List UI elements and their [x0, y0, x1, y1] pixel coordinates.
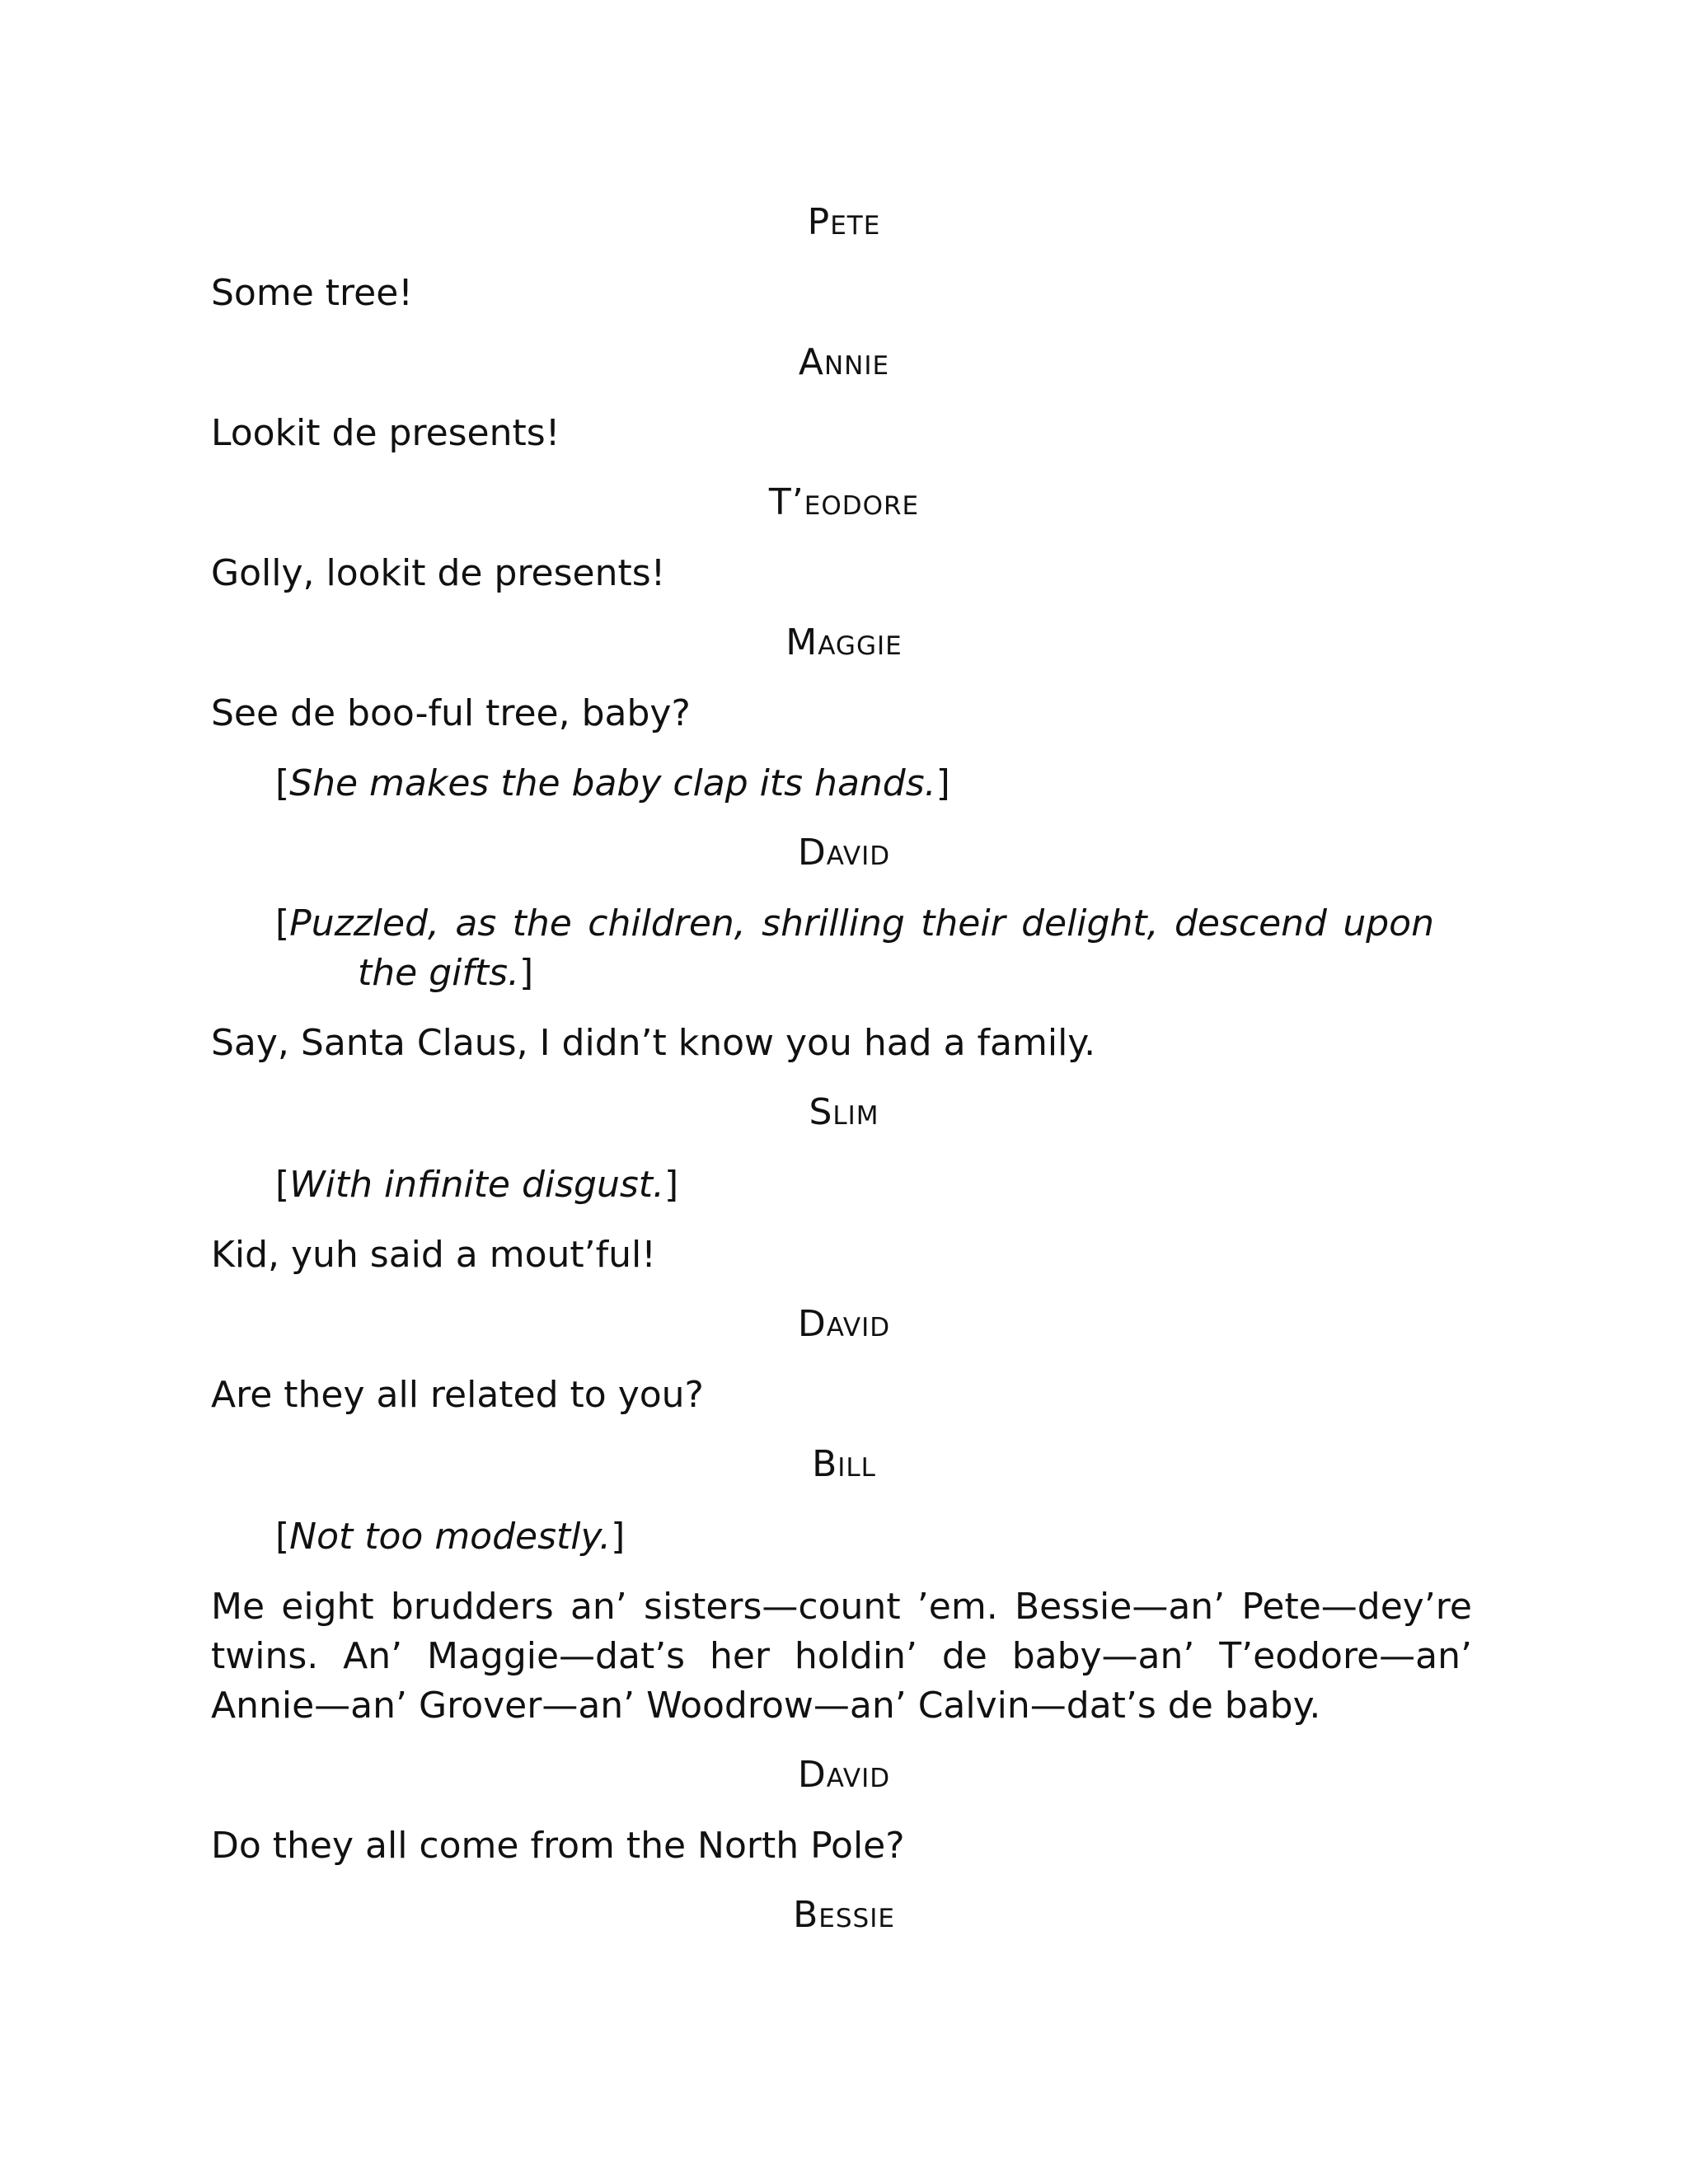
speaker-annie: Annie [798, 341, 890, 383]
stage-direction [275, 759, 1352, 808]
stage-direction [275, 1512, 1352, 1562]
bracket-close: ] [664, 1164, 679, 1206]
speaker-teodore: T’eodore [768, 481, 920, 523]
stage-direction-text: Not too modestly. [289, 1516, 612, 1558]
stage-direction [275, 1160, 1352, 1210]
bracket-open: [ [275, 762, 290, 804]
dialogue-line: Do they all come from the North Pole? [211, 1825, 905, 1867]
speaker-maggie: Maggie [785, 621, 903, 663]
speaker-slim: Slim [809, 1091, 879, 1133]
stage-direction-text: She makes the baby clap its hands. [289, 762, 936, 804]
bracket-open: [ [275, 1164, 290, 1206]
stage-direction-text: Puzzled, as the children, shrilling their delight, descend upon the gifts. [289, 902, 1434, 994]
speaker-david: David [797, 832, 891, 874]
stage-direction-text: With infinite disgust. [289, 1164, 665, 1206]
speaker-pete: Pete [807, 201, 881, 243]
dialogue-line: See de boo-ful tree, baby? [211, 692, 691, 734]
bracket-close: ] [935, 762, 950, 804]
bracket-close: ] [611, 1516, 626, 1558]
dialogue-line: Kid, yuh said a mout’ful! [211, 1234, 656, 1276]
speaker-bill: Bill [812, 1443, 876, 1485]
stage-direction [275, 899, 1434, 998]
speaker-david: David [797, 1303, 891, 1345]
bracket-close: ] [519, 952, 534, 994]
speaker-david: David [797, 1754, 891, 1796]
dialogue-paragraph: Me eight brudders an’ sisters—count ’em. Bessie—an’ Pete—dey’re twins. An’ Maggie—dat’s her holdin’ de baby—an’ T’eodore—an’ Annie—an’ Grover—an’ Woodrow—an’ Calvin—dat’s de baby. [211, 1586, 1472, 1727]
bracket-open: [ [275, 902, 290, 944]
dialogue-line: Some tree! [211, 272, 413, 314]
dialogue-line: Lookit de presents! [211, 412, 560, 454]
bracket-open: [ [275, 1516, 290, 1558]
dialogue-line: Are they all related to you? [211, 1374, 704, 1416]
dialogue-line: Say, Santa Claus, I didn’t know you had a family. [211, 1022, 1096, 1064]
dialogue-line: Golly, lookit de presents! [211, 552, 666, 594]
speaker-bessie: Bessie [793, 1894, 895, 1936]
